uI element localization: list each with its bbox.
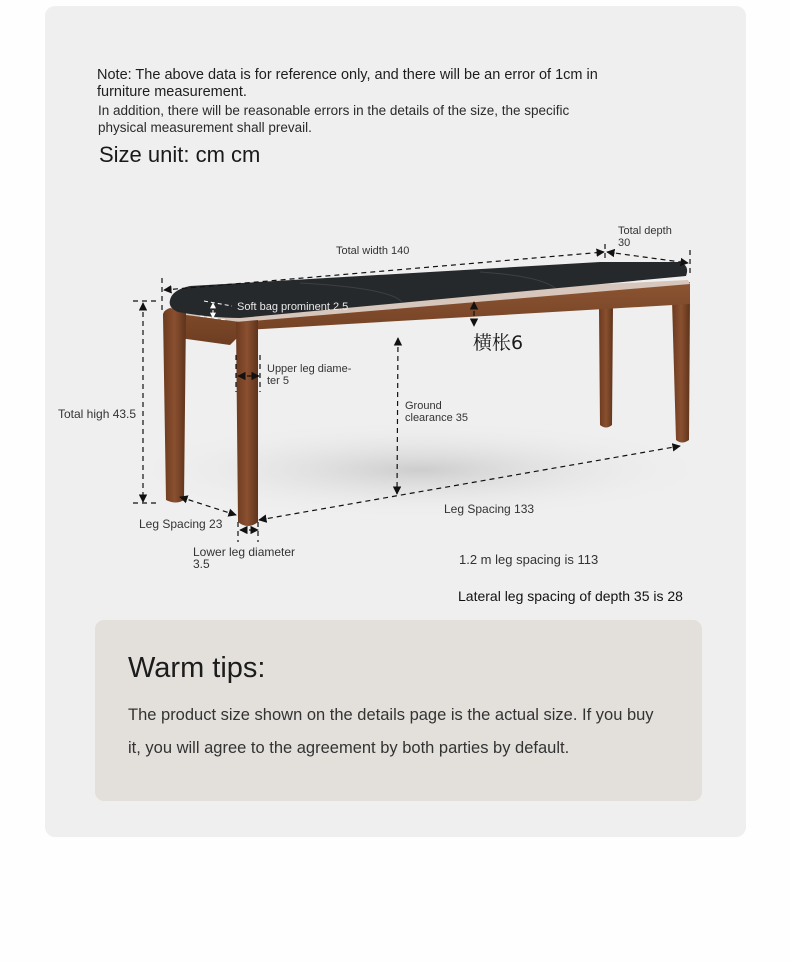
label-ground-clearance-line2: clearance 35 — [405, 412, 468, 424]
label-total-depth-line1: Total depth — [618, 225, 672, 237]
label-lower-leg-line2: 3.5 — [193, 557, 210, 571]
floor-shadow — [120, 420, 720, 520]
label-leg-spacing-23: Leg Spacing 23 — [139, 517, 223, 531]
front-left-leg — [236, 320, 258, 526]
label-ground-clearance-line1: Ground — [405, 400, 442, 412]
label-crossbar: 横枨6 — [473, 332, 524, 354]
back-right-leg — [599, 306, 613, 428]
label-total-depth — [618, 225, 672, 249]
warm-tips-title: Warm tips: — [128, 652, 266, 684]
label-1-2m-spacing: 1.2 m leg spacing is 113 — [459, 552, 599, 567]
warm-tips-body: The product size shown on the details page is the actual size. If you buy it, you will agree to the agreement by both parties by default. — [128, 706, 654, 757]
label-lateral-spacing: Lateral leg spacing of depth 35 is 28 — [458, 588, 683, 604]
label-upper-leg-line1: Upper leg diame- — [267, 363, 352, 375]
label-leg-spacing-133: Leg Spacing 133 — [444, 502, 535, 516]
label-total-depth-line2: 30 — [618, 237, 631, 249]
note-reference: Note: The above data is for reference only, and there will be an error of 1cm in furniture measurement. — [97, 67, 598, 100]
label-ground-clearance — [405, 400, 468, 424]
label-lower-leg-line1: Lower leg diameter — [193, 545, 296, 559]
note-reasonable-errors: In addition, there will be reasonable errors in the details of the size, the specific physical measurement shall prevail. — [98, 103, 570, 135]
front-right-leg — [672, 298, 690, 443]
back-left-leg — [163, 308, 186, 503]
label-upper-leg-diameter — [267, 363, 351, 387]
label-total-width: Total width 140 — [336, 245, 410, 257]
warm-tips-box — [95, 620, 702, 801]
label-total-high: Total high 43.5 — [58, 407, 137, 421]
size-unit-heading: Size unit: cm cm — [99, 142, 261, 167]
label-lower-leg-diameter — [193, 546, 295, 570]
label-upper-leg-line2: ter 5 — [267, 375, 290, 387]
label-soft-bag: Soft bag prominent 2.5 — [237, 301, 349, 313]
